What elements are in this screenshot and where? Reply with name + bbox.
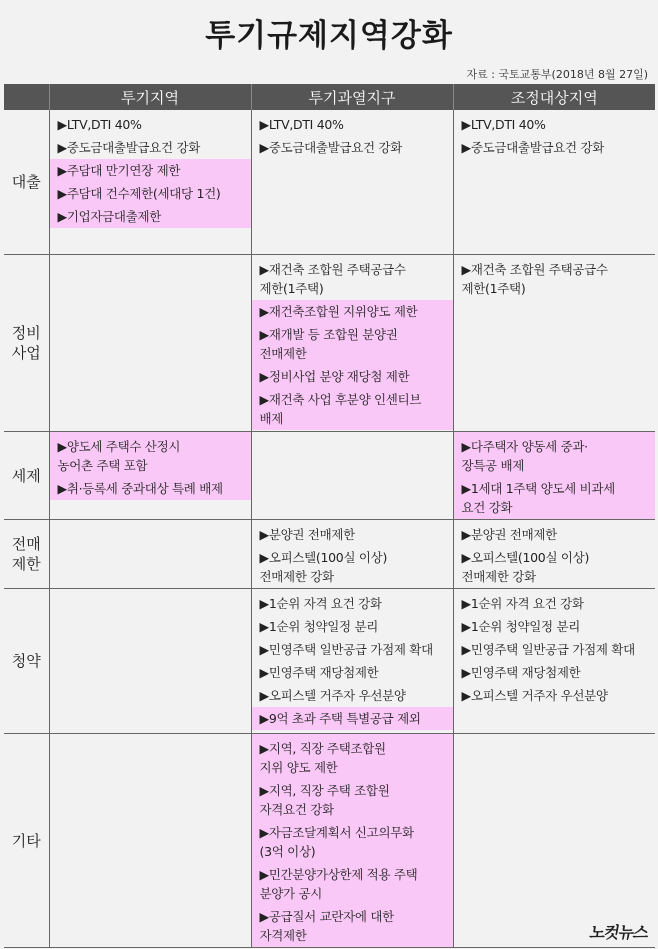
source-note: 자료 : 국토교통부(2018년 8월 27일)	[466, 68, 648, 81]
cell-overheated-district	[251, 255, 453, 432]
regulation-item: ▶자금조달계획서 신고의무화 (3억 이상)	[252, 821, 453, 863]
category-cell: 정비 사업	[4, 255, 49, 432]
regulation-item: ▶9억 초과 주택 특별공급 제외	[252, 707, 453, 730]
regulation-item: ▶기업자금대출제한	[50, 205, 251, 228]
regulation-item: ▶1세대 1주택 양도세 비과세 요건 강화	[454, 477, 656, 519]
category-cell: 대출	[4, 110, 49, 255]
regulation-item: ▶공급질서 교란자에 대한 자격제한	[252, 905, 453, 947]
cell-adjustment-area	[453, 255, 655, 432]
regulation-item: ▶민영주택 재당첨제한	[259, 665, 379, 680]
regulation-item: ▶민영주택 일반공급 가점제 확대	[259, 642, 433, 657]
regulation-item: ▶1순위 자격 요건 강화	[259, 596, 382, 611]
cell-overheated-district	[251, 589, 453, 734]
cell-adjustment-area	[453, 520, 655, 589]
cell-speculation-zone	[49, 255, 251, 432]
cell-adjustment-area	[453, 734, 655, 948]
header-overheated-district: 투기과열지구	[251, 84, 453, 110]
regulation-item: ▶지역, 직장 주택 조합원 자격요건 강화	[252, 779, 453, 821]
table-row	[4, 520, 655, 589]
category-cell: 기타	[4, 734, 49, 948]
category-cell: 전매 제한	[4, 520, 49, 589]
regulation-item: ▶민영주택 일반공급 가점제 확대	[461, 642, 635, 657]
regulation-item: ▶중도금대출발급요건 강화	[259, 140, 403, 155]
cell-speculation-zone	[49, 110, 251, 255]
regulation-item: ▶오피스텔(100실 이상) 전매제한 강화	[259, 550, 388, 584]
regulation-item: ▶중도금대출발급요건 강화	[57, 140, 201, 155]
regulation-item: ▶분양권 전매제한	[461, 527, 557, 542]
cell-adjustment-area	[453, 589, 655, 734]
regulation-item: ▶오피스텔 거주자 우선분양	[259, 688, 406, 703]
cell-adjustment-area	[453, 432, 655, 520]
regulation-item: ▶분양권 전매제한	[259, 527, 355, 542]
regulation-item: ▶오피스텔(100실 이상) 전매제한 강화	[461, 550, 590, 584]
regulation-item: ▶1순위 자격 요건 강화	[461, 596, 584, 611]
regulation-item: ▶재개발 등 조합원 분양권 전매제한	[252, 323, 453, 365]
regulation-item: ▶취·등록세 중과대상 특례 배제	[50, 477, 251, 500]
regulation-item: ▶양도세 주택수 산정시 농어촌 주택 포함	[50, 432, 251, 477]
regulation-item: ▶정비사업 분양 재당첨 제한	[252, 365, 453, 388]
category-cell: 청약	[4, 589, 49, 734]
header-row	[4, 84, 655, 110]
cell-adjustment-area	[453, 110, 655, 255]
regulation-item: ▶재건축 조합원 주택공급수 제한(1주택)	[461, 262, 608, 296]
regulation-item: ▶중도금대출발급요건 강화	[461, 140, 605, 155]
table-row	[4, 110, 655, 255]
regulation-item: ▶다주택자 양동세 중과· 장특공 배제	[454, 432, 656, 477]
news-logo: 노컷뉴스	[588, 923, 650, 942]
regulation-table	[4, 84, 655, 948]
regulation-item: ▶민간분양가상한제 적용 주택 분양가 공시	[252, 863, 453, 905]
regulation-item: ▶재건축조합원 지위양도 제한	[252, 300, 453, 323]
regulation-item: ▶LTV,DTI 40%	[57, 117, 142, 132]
header-adjustment-area: 조정대상지역	[453, 84, 655, 110]
regulation-item: ▶민영주택 재당첨제한	[461, 665, 581, 680]
regulation-item: ▶재건축 사업 후분양 인센티브 배제	[252, 388, 453, 430]
table-row	[4, 255, 655, 432]
cell-overheated-district	[251, 110, 453, 255]
cell-overheated-district	[251, 432, 453, 520]
cell-speculation-zone	[49, 432, 251, 520]
regulation-item: ▶LTV,DTI 40%	[259, 117, 344, 132]
regulation-item: ▶주담대 건수제한(세대당 1건)	[50, 182, 251, 205]
regulation-item: ▶지역, 직장 주택조합원 지위 양도 제한	[252, 734, 453, 779]
cell-speculation-zone	[49, 734, 251, 948]
cell-overheated-district	[251, 734, 453, 948]
cell-overheated-district	[251, 520, 453, 589]
regulation-item: ▶오피스텔 거주자 우선분양	[461, 688, 608, 703]
cell-speculation-zone	[49, 520, 251, 589]
regulation-item: ▶재건축 조합원 주택공급수 제한(1주택)	[259, 262, 406, 296]
table-row	[4, 432, 655, 520]
cell-speculation-zone	[49, 589, 251, 734]
regulation-item: ▶LTV,DTI 40%	[461, 117, 546, 132]
header-speculation-zone: 투기지역	[49, 84, 251, 110]
table-row	[4, 734, 655, 948]
header-blank	[4, 84, 49, 110]
regulation-item: ▶주담대 만기연장 제한	[50, 159, 251, 182]
category-cell: 세제	[4, 432, 49, 520]
page-title: 투기규제지역강화	[205, 18, 453, 54]
table-row	[4, 589, 655, 734]
regulation-item: ▶1순위 청약일정 분리	[259, 619, 379, 634]
regulation-item: ▶1순위 청약일정 분리	[461, 619, 581, 634]
